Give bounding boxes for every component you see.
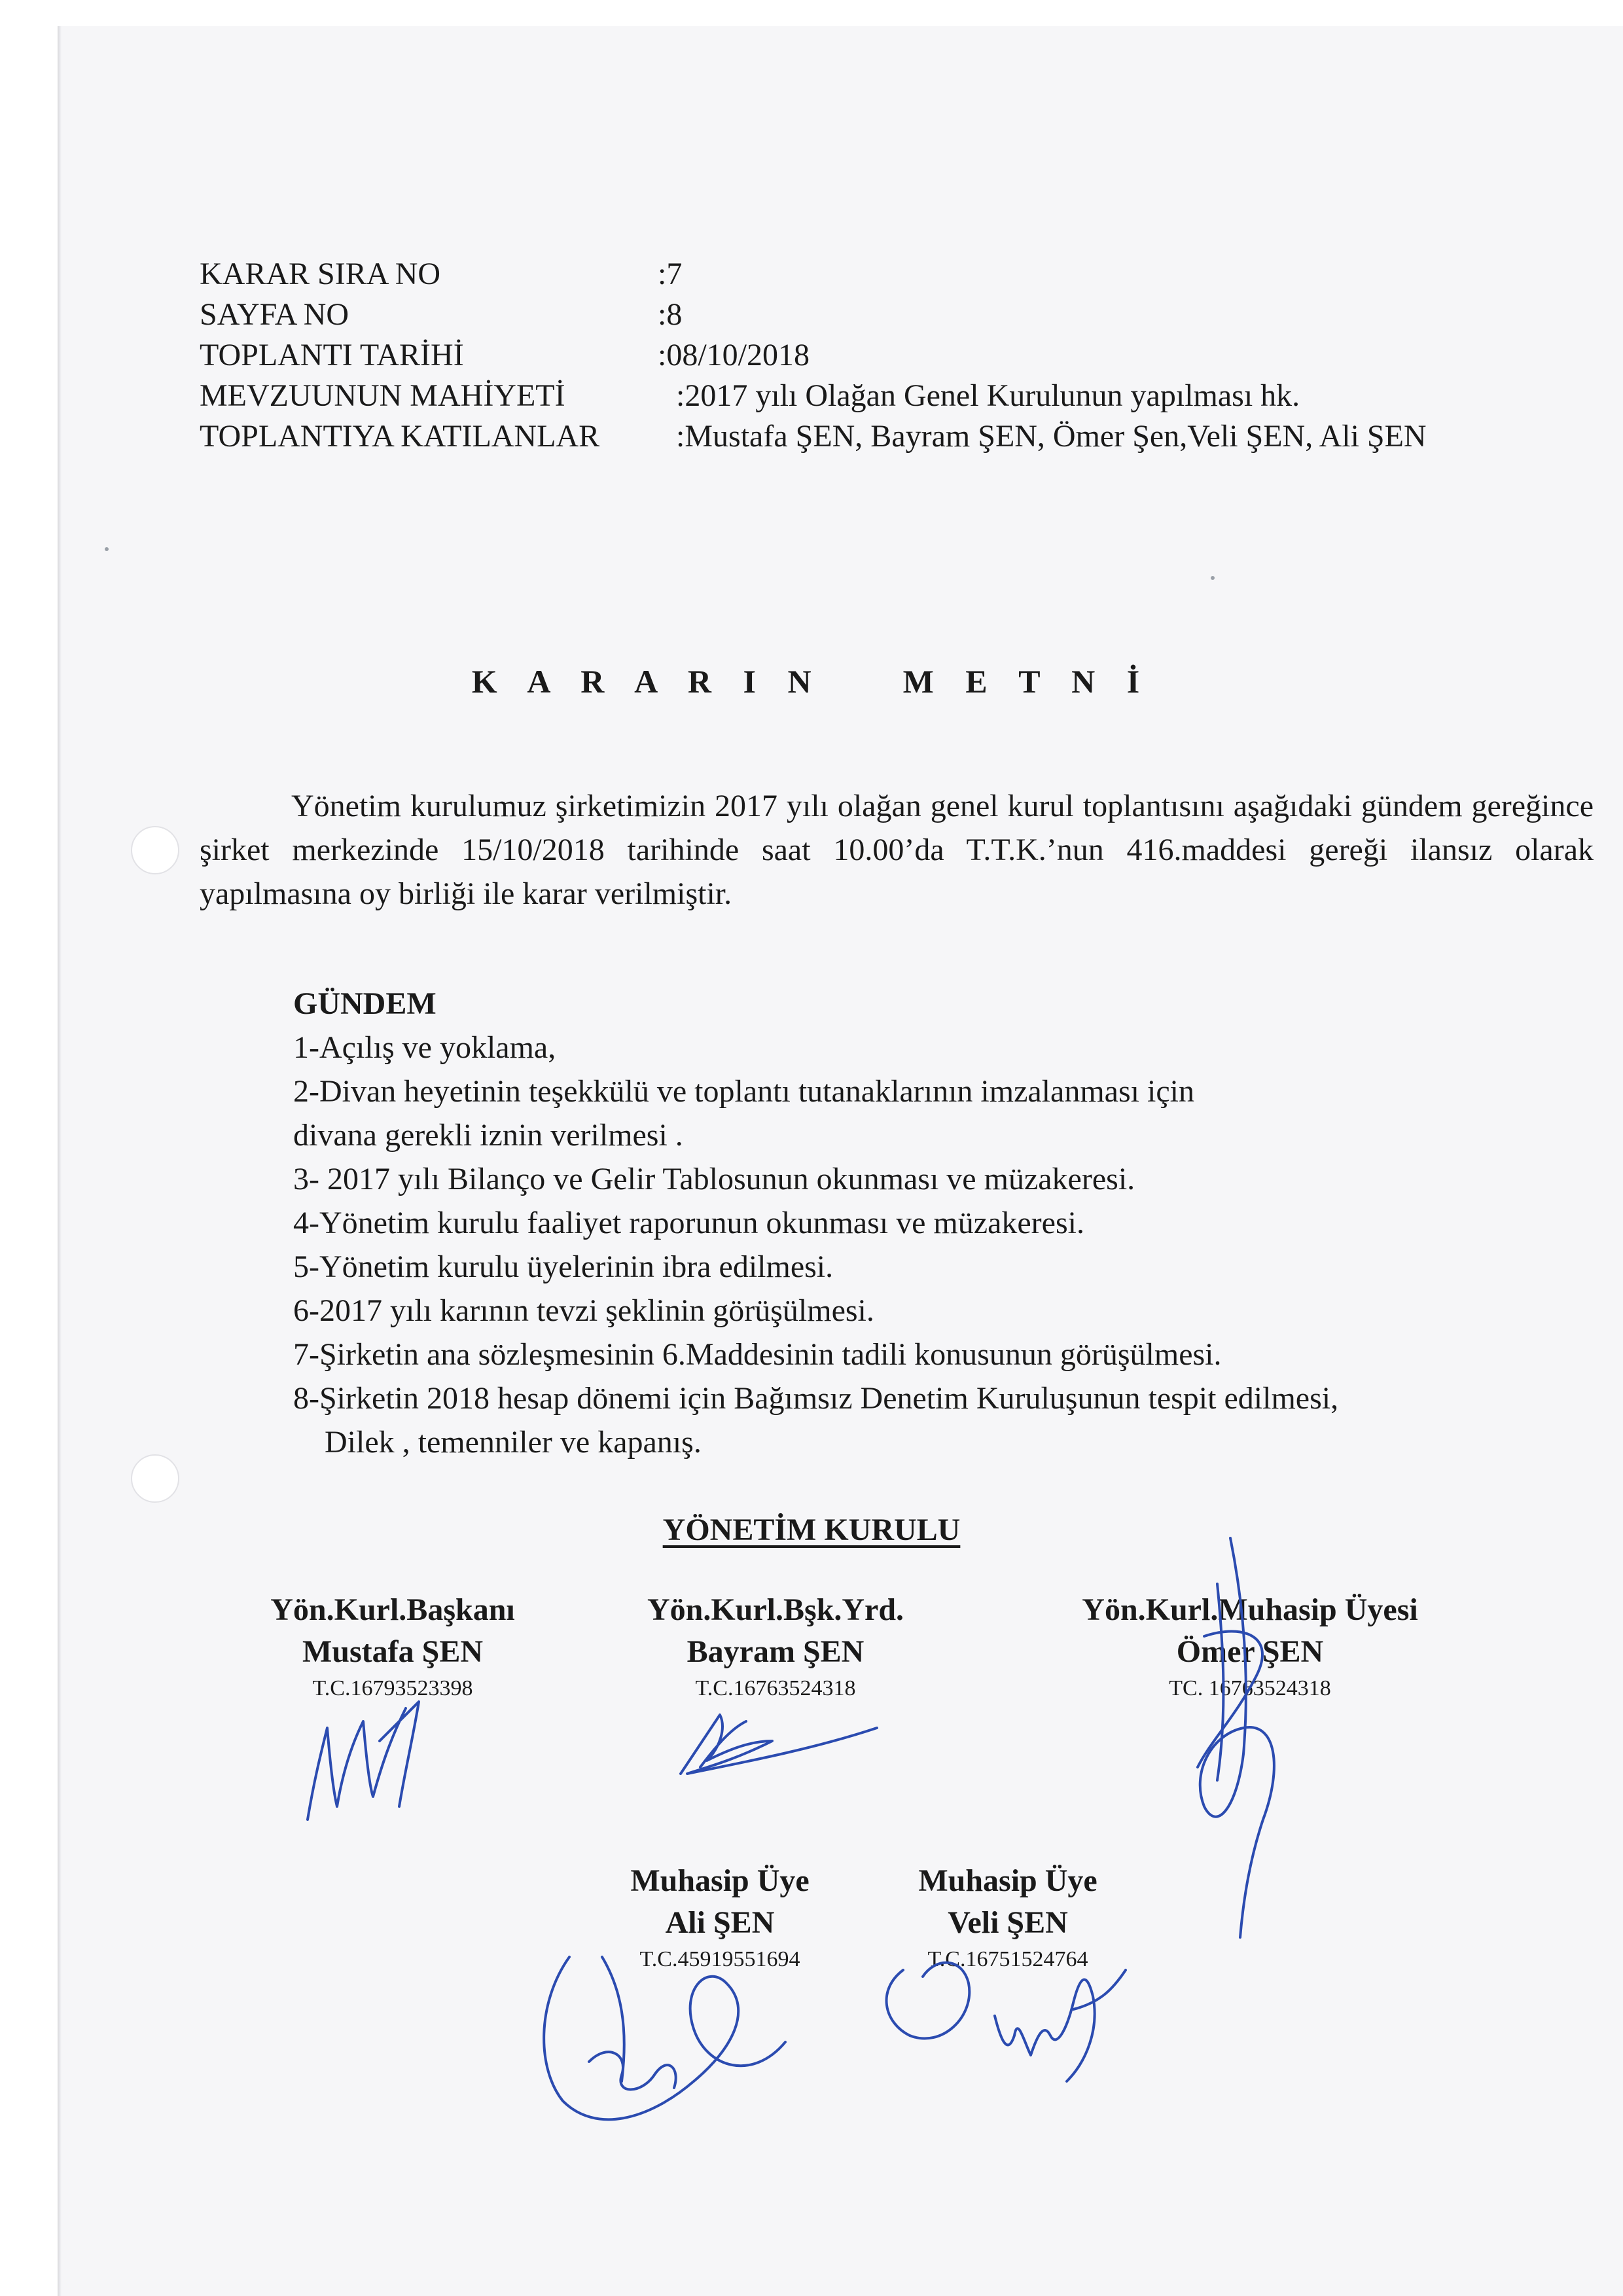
member-role: Muhasip Üye [630, 1863, 810, 1898]
member-name: Mustafa ŞEN [302, 1634, 484, 1669]
member-name: Bayram ŞEN [687, 1634, 865, 1669]
header-value: :Mustafa ŞEN, Bayram ŞEN, Ömer Şen,Veli ŞEN, Ali ŞEN [676, 419, 1427, 454]
scan-speck [1211, 576, 1215, 580]
header-label: SAYFA NO [200, 297, 349, 332]
header-value: :08/10/2018 [658, 338, 810, 372]
header-value: :8 [658, 297, 683, 332]
agenda-item: 5-Yönetim kurulu üyelerinin ibra edilmesi. [293, 1249, 834, 1284]
member-name: Ömer ŞEN [1176, 1634, 1324, 1669]
header-label: TOPLANTIYA KATILANLAR [200, 419, 600, 454]
agenda [293, 982, 1338, 1464]
member-role: Yön.Kurl.Bşk.Yrd. [647, 1592, 904, 1627]
decision-text: Yönetim kurulumuz şirketimizin 2017 yılı olağan genel kurul toplantısını aşağıdaki gündem gereğince şirket merkezinde 15/10/2018 tarihinde saat 10.00’da T.T.K.’nun 416.maddesi gereği ilansız olarak yapılmasına oy birliği ile karar verilmiştir. [200, 789, 1594, 911]
decision-title: K A R A R I N M E T N İ [471, 663, 1152, 700]
header-value: :7 [658, 257, 683, 291]
agenda-item: Dilek , temenniler ve kapanış. [293, 1425, 702, 1460]
header-label: TOPLANTI TARİHİ [200, 338, 464, 372]
agenda-item: 6-2017 yılı karının tevzi şeklinin görüşülmesi. [293, 1293, 874, 1328]
agenda-item: 1-Açılış ve yoklama, [293, 1030, 556, 1065]
board-title-text: YÖNETİM KURULU [662, 1513, 961, 1547]
member-role: Yön.Kurl.Başkanı [270, 1592, 515, 1627]
member-id-number: T.C.16751524764 [927, 1947, 1088, 1971]
page-edge [58, 26, 62, 2296]
member-id-number: TC. 16763524318 [1169, 1676, 1331, 1700]
agenda-item: 4-Yönetim kurulu faaliyet raporunun okunması ve müzakeresi. [293, 1206, 1084, 1240]
board-title [0, 1512, 1623, 1548]
header-label: KARAR SIRA NO [200, 257, 441, 291]
member-block [589, 1860, 851, 1975]
member-role: Muhasip Üye [918, 1863, 1097, 1898]
member-block [618, 1589, 933, 1704]
agenda-item: divana gerekli iznin verilmesi . [293, 1118, 683, 1153]
member-block [249, 1589, 537, 1704]
header-label: MEVZUUNUN MAHİYETİ [200, 378, 565, 413]
agenda-item: 3- 2017 yılı Bilanço ve Gelir Tablosunun okunması ve müzakeresi. [293, 1162, 1135, 1196]
agenda-item: 7-Şirketin ana sözleşmesinin 6.Maddesinin tadili konusunun görüşülmesi. [293, 1337, 1222, 1372]
member-id-number: T.C.16793523398 [312, 1676, 473, 1700]
punch-hole [131, 1454, 179, 1503]
header-value: :2017 yılı Olağan Genel Kurulunun yapılması hk. [676, 378, 1300, 413]
punch-hole [131, 826, 179, 874]
member-role: Yön.Kurl.Muhasip Üyesi [1082, 1592, 1418, 1627]
agenda-heading: GÜNDEM [293, 986, 437, 1021]
member-id-number: T.C.16763524318 [695, 1676, 856, 1700]
member-name: Veli ŞEN [948, 1905, 1068, 1940]
agenda-item: 2-Divan heyetinin teşekkülü ve toplantı tutanaklarının imzalanması için [293, 1074, 1194, 1109]
member-block [870, 1860, 1145, 1975]
agenda-item: 8-Şirketin 2018 hesap dönemi için Bağımsız Denetim Kuruluşunun tespit edilmesi, [293, 1381, 1339, 1416]
member-block [1021, 1589, 1479, 1704]
scan-speck [105, 547, 109, 551]
member-id-number: T.C.45919551694 [639, 1947, 800, 1971]
member-name: Ali ŞEN [665, 1905, 775, 1940]
